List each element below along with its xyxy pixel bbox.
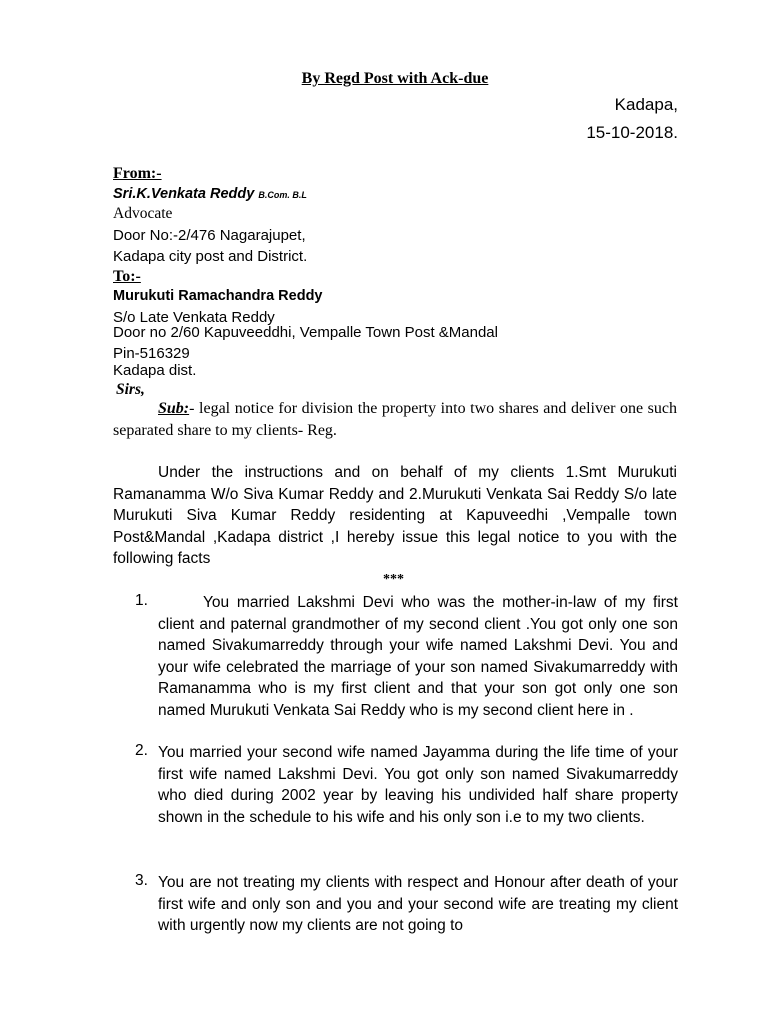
subject-text: - legal notice for division the property into two shares and deliver one such separated share to my clients- Reg. <box>113 400 677 439</box>
sender-name <box>113 186 307 202</box>
place: Kadapa, <box>614 95 678 114</box>
sender-address-line1: Door No:-2/476 Nagarajupet, <box>113 227 306 244</box>
list-item-text: You married Lakshmi Devi who was the mother-in-law of my first client and paternal grandmother of my second client .You got only one son named Sivakumarreddy through your wife named Lakshmi Devi. You and your wife celebrated the marriage of your son named Sivakumarreddy with Ramanamma who is my first client and that your son got only one son named Murukuti Venkata Sai Reddy who is my second client here in . <box>158 594 678 719</box>
subject-paragraph <box>113 398 677 442</box>
recipient-pin: Pin-516329 <box>113 345 190 362</box>
from-label: From:- <box>113 165 162 182</box>
separator: *** <box>383 572 404 587</box>
date: 15-10-2018. <box>586 123 678 142</box>
subject-label: Sub: <box>158 400 190 417</box>
list-item-text: You married your second wife named Jayamma during the life time of your first wife named Lakshmi Devi. You got only son named Sivakumarreddy who died during 2002 year by leaving his undivided half share property shown in the schedule to his wife and his only son i.e to my two clients. <box>158 744 678 826</box>
recipient-address-line1: Door no 2/60 Kapuveeddhi, Vempalle Town Post &Mandal <box>113 324 498 341</box>
list-item-number: 3. <box>135 872 148 889</box>
sender-name-text: Sri.K.Venkata Reddy <box>113 186 255 202</box>
sender-designation: Advocate <box>113 205 173 222</box>
sender-qualification: B.Com. B.L <box>258 190 307 200</box>
to-label: To:- <box>113 268 141 285</box>
page-title: By Regd Post with Ack-due <box>301 70 489 87</box>
intro-paragraph: Under the instructions and on behalf of my clients 1.Smt Murukuti Ramanamma W/o Siva Kumar Reddy and 2.Murukuti Venkata Sai Reddy S/o late Murukuti Siva Kumar Reddy residenting at Kapuveedhi ,Vempalle town Post&Mandal ,Kadapa district ,I hereby issue this legal notice to you with the following facts <box>113 464 677 567</box>
list-item-text: You are not treating my clients with respect and Honour after death of your first wife and only son and you and your second wife are treating my client with urgently now my clients are not going to <box>158 874 678 934</box>
list-item-number: 2. <box>135 742 148 759</box>
sender-address-line2: Kadapa city post and District. <box>113 248 308 265</box>
salutation: Sirs, <box>116 381 145 398</box>
list-item-number: 1. <box>135 592 148 609</box>
recipient-district: Kadapa dist. <box>113 362 197 379</box>
recipient-relation: S/o Late Venkata Reddy <box>113 309 275 326</box>
recipient-name: Murukuti Ramachandra Reddy <box>113 288 323 304</box>
